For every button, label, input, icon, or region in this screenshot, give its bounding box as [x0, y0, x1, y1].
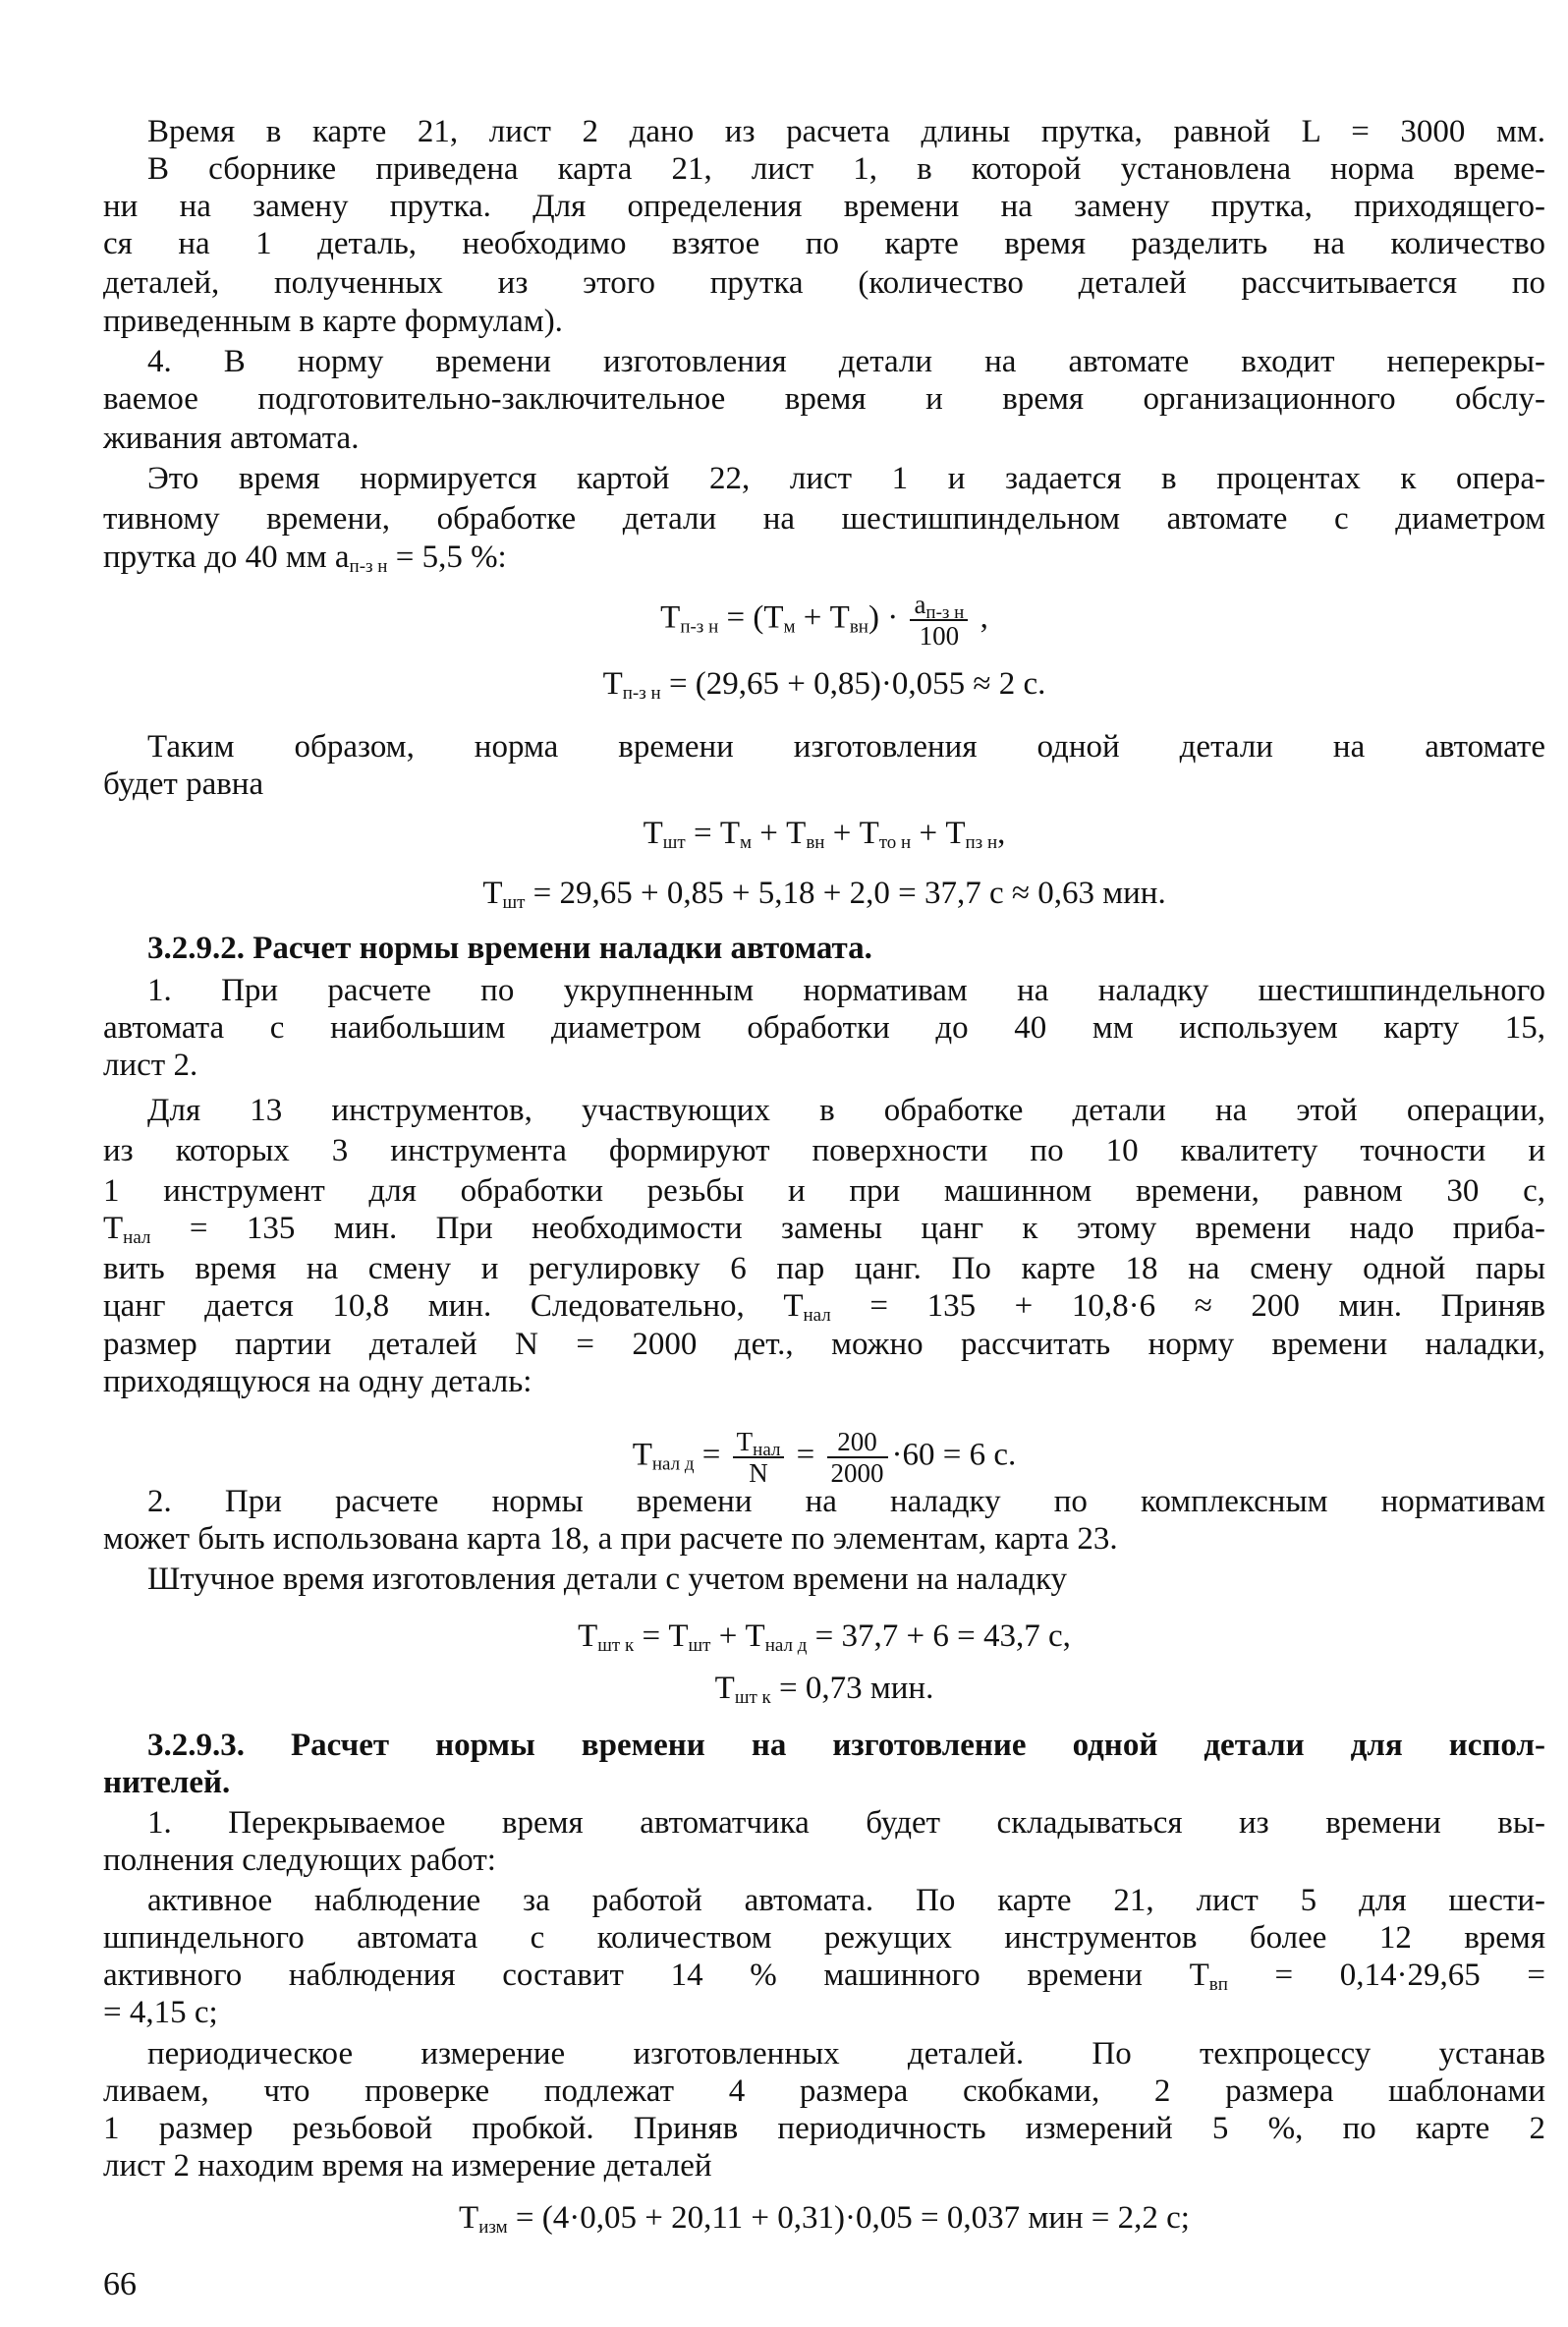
text-run: нителей. — [103, 1764, 231, 1800]
formula — [103, 814, 1545, 853]
paragraph-line — [103, 419, 1545, 458]
paragraph-line — [103, 538, 1545, 577]
paragraph-line — [147, 727, 1545, 766]
paragraph-line — [103, 2146, 1545, 2185]
text-run: = 0,14·29,65 = — [1227, 1957, 1545, 1993]
paragraph-line — [103, 1286, 1545, 1326]
subscript: нал д — [764, 1634, 808, 1656]
text-run: + Т — [752, 816, 807, 852]
text-run: = 37,7 + 6 = 43,7 с, — [807, 1618, 1071, 1654]
text-run: размер партии деталей N = 2000 дет., можно рассчитать норму времени наладки, — [103, 1327, 1545, 1363]
fraction-denominator — [910, 621, 968, 651]
text-run: ваемое подготовительно-заключительное время и время организационного обслу- — [103, 381, 1545, 418]
text-run: активного наблюдения составит 14 % машинного времени Т — [103, 1957, 1209, 1993]
text-run: 100 — [919, 621, 960, 652]
fraction — [733, 1427, 785, 1488]
subscript: вн — [806, 832, 825, 854]
text-run: живания автомата. — [103, 420, 360, 456]
subscript: шт к — [597, 1634, 635, 1656]
subscript: п-з н — [622, 683, 661, 705]
formula — [103, 590, 1545, 651]
formula — [103, 664, 1545, 704]
page-number: 66 — [103, 2266, 137, 2302]
paragraph-line — [103, 1325, 1545, 1364]
text-run: тивному времени, обработке детали на шестишпиндельном автомате с диаметром — [103, 500, 1545, 537]
paragraph-line — [147, 1881, 1545, 1920]
text-run: 200 — [837, 1426, 877, 1456]
text-run: 1. При расчете по укрупненным нормативам на наладку шестишпиндельного — [147, 973, 1545, 1008]
paragraph-line — [103, 224, 1545, 263]
text-run: Т — [459, 2200, 479, 2237]
subscript: вн — [849, 616, 868, 638]
text-run: = Т — [634, 1618, 689, 1654]
subscript: нал д — [651, 1453, 695, 1475]
fraction-numerator — [733, 1427, 785, 1458]
text-run: = 29,65 + 0,85 + 5,18 + 2,0 = 37,7 с ≈ 0,63 мин. — [525, 876, 1166, 912]
fraction — [827, 1427, 888, 1488]
text-run: Т — [578, 1618, 598, 1654]
paragraph-line — [103, 2109, 1545, 2148]
text-run: В сборнике приведена карта 21, лист 1, в которой установлена норма време- — [147, 151, 1545, 187]
text-run: автомата с наибольшим диаметром обработки до 40 мм используем карту 15, — [103, 1010, 1545, 1046]
paragraph-line — [103, 1993, 1545, 2032]
text-run: из которых 3 инструмента формируют поверхности по 10 квалитету точности и — [103, 1132, 1545, 1168]
text-run: Т — [660, 599, 681, 636]
subscript: шт к — [734, 1686, 771, 1708]
text-run: приходящуюся на одну деталь: — [103, 1364, 532, 1400]
text-run: цанг дается 10,8 мин. Следовательно, Т — [103, 1287, 804, 1324]
text-run: = — [788, 1437, 823, 1473]
text-run: полнения следующих работ: — [103, 1842, 496, 1878]
paragraph-line — [147, 149, 1545, 189]
text-run: + Т — [795, 599, 850, 636]
text-run: = (Т — [718, 599, 784, 636]
text-run: = — [694, 1437, 729, 1473]
text-run: = 135 + 10,8·6 ≈ 200 мин. Приняв — [830, 1287, 1546, 1324]
text-run: 1 инструмент для обработки резьбы и при машинном времени, равном 30 с, — [103, 1172, 1545, 1209]
section-heading-line — [147, 929, 1545, 968]
text-run: N — [749, 1457, 768, 1488]
text-run: + Т — [911, 816, 966, 852]
subscript: п-з н — [680, 616, 719, 638]
subscript: м — [740, 832, 753, 854]
text-run: ливаем, что проверке подлежат 4 размера скобками, 2 размера шаблонами — [103, 2073, 1545, 2110]
subscript: изм — [478, 2217, 508, 2239]
text-run: = (4·0,05 + 20,11 + 0,31)·0,05 = 0,037 мин = 2,2 с; — [507, 2200, 1190, 2237]
paragraph-line — [147, 342, 1545, 381]
text-run: Т — [482, 876, 503, 912]
text-run: Это время нормируется картой 22, лист 1 и задается в процентах к опера- — [147, 460, 1545, 496]
paragraph-line — [103, 1249, 1545, 1288]
text-run: = 5,5 %: — [387, 539, 507, 576]
subscript: м — [783, 616, 796, 638]
text-run: а — [914, 590, 926, 620]
paragraph-line — [103, 1131, 1545, 1170]
subscript: нал — [123, 1226, 151, 1248]
text-run: ·60 = 6 с. — [891, 1437, 1017, 1473]
subscript: шт — [502, 892, 526, 914]
section-heading-line — [147, 1726, 1545, 1765]
paragraph-line — [103, 263, 1545, 303]
text-run: приведенным в карте формулам). — [103, 304, 563, 340]
formula — [103, 2198, 1545, 2238]
text-run: 4. В норму времени изготовления детали на автомате входит неперекры- — [147, 344, 1545, 380]
text-run: Т — [736, 1426, 754, 1456]
text-run: 1. Перекрываемое время автоматчика будет складываться из времени вы- — [147, 1804, 1545, 1841]
text-run: + Т — [824, 816, 879, 852]
text-run: активное наблюдение за работой автомата. По карте 21, лист 5 для шести- — [147, 1882, 1545, 1918]
text-run: 2000 — [830, 1457, 884, 1488]
paragraph-line — [103, 187, 1545, 226]
paragraph-line — [147, 971, 1545, 1010]
subscript: шт — [688, 1634, 711, 1656]
text-run: шпиндельного автомата с количеством режущих инструментов более 12 время — [103, 1919, 1545, 1956]
text-run: 3.2.9.3. Расчет нормы времени на изготовление одной детали для испол- — [147, 1727, 1545, 1763]
text-run: прутка до 40 мм а — [103, 539, 350, 576]
fraction — [910, 590, 968, 651]
paragraph-line — [103, 1008, 1545, 1048]
formula — [103, 1427, 1545, 1488]
text-run: Т — [632, 1437, 652, 1473]
text-run: Т — [643, 816, 663, 852]
text-run: может быть использована карта 18, а при расчете по элементам, карта 23. — [103, 1520, 1118, 1557]
formula — [103, 1617, 1545, 1656]
paragraph-line — [103, 379, 1545, 419]
subscript: пз н — [965, 832, 998, 854]
text-run: + Т — [710, 1618, 765, 1654]
text-run: = (29,65 + 0,85)·0,055 ≈ 2 с. — [660, 666, 1046, 703]
paragraph-line — [147, 1482, 1545, 1521]
text-run: периодическое измерение изготовленных деталей. По техпроцессу устанав — [147, 2036, 1545, 2072]
paragraph-line — [103, 1841, 1545, 1880]
text-run: = 0,73 мин. — [770, 1670, 934, 1706]
text-run: = 135 мин. При необходимости замены цанг к этому времени надо приба- — [150, 1210, 1545, 1246]
text-run: Для 13 инструментов, участвующих в обработке детали на этой операции, — [147, 1092, 1545, 1128]
text-run: 2. При расчете нормы времени на наладку по комплексным нормативам — [147, 1483, 1545, 1519]
text-run: = 4,15 с; — [103, 1994, 218, 2030]
paragraph-line — [103, 1519, 1545, 1559]
subscript: нал — [803, 1304, 831, 1326]
text-run: Т — [602, 666, 623, 703]
subscript: то н — [878, 832, 912, 854]
subscript: нал — [753, 1439, 781, 1460]
text-run: Таким образом, норма времени изготовления одной детали на автомате — [147, 729, 1545, 766]
paragraph-line — [147, 2034, 1545, 2073]
paragraph-line — [103, 302, 1545, 341]
paragraph-line — [147, 1091, 1545, 1130]
formula — [103, 874, 1545, 913]
paragraph-line — [103, 1362, 1545, 1401]
paragraph-line — [103, 1046, 1545, 1085]
fraction-numerator — [910, 590, 968, 624]
text-run: Время в карте 21, лист 2 дано из расчета длины прутка, равной L = 3000 мм. — [147, 114, 1545, 149]
text-run: лист 2 находим время на измерение деталей — [103, 2148, 712, 2185]
text-run: Т — [103, 1210, 124, 1246]
paragraph-line — [103, 1956, 1545, 1995]
text-run: 1 размер резьбовой пробкой. Приняв периодичность измерений 5 %, по карте 2 — [103, 2111, 1545, 2147]
subscript: вп — [1208, 1973, 1228, 1995]
text-run: ни на замену прутка. Для определения времени на замену прутка, приходящего- — [103, 189, 1545, 224]
section-heading-line — [103, 1763, 1545, 1802]
text-run: будет равна — [103, 766, 264, 803]
formula — [103, 1669, 1545, 1708]
text-run: Т — [714, 1670, 735, 1706]
text-run: , — [972, 599, 988, 636]
paragraph-line — [103, 1171, 1545, 1211]
paragraph-line — [147, 459, 1545, 498]
text-run: ) · — [868, 599, 907, 636]
subscript: п-з н — [349, 556, 388, 578]
subscript: шт — [662, 832, 686, 854]
paragraph-line — [103, 1209, 1545, 1248]
paragraph-line — [103, 765, 1545, 804]
text-run: вить время на смену и регулировку 6 пар цанг. По карте 18 на смену одной пары — [103, 1250, 1545, 1286]
text-run: Штучное время изготовления детали с учетом времени на наладку — [147, 1561, 1068, 1597]
paragraph-line — [147, 112, 1545, 151]
text-run: 3.2.9.2. Расчет нормы времени наладки автомата. — [147, 931, 872, 967]
paragraph-line — [103, 2072, 1545, 2111]
text-run: = Т — [685, 816, 741, 852]
paragraph-line — [147, 1803, 1545, 1843]
text-run: , — [997, 816, 1006, 852]
subscript: п-з н — [925, 602, 965, 624]
text-run: ся на 1 деталь, необходимо взятое по карте время разделить на количество — [103, 226, 1545, 261]
paragraph-line — [103, 1918, 1545, 1958]
paragraph-line — [103, 499, 1545, 539]
paragraph-line — [147, 1560, 1545, 1599]
text-run: деталей, полученных из этого прутка (количество деталей рассчитывается по — [103, 264, 1545, 301]
text-run: лист 2. — [103, 1048, 198, 1083]
fraction-numerator — [827, 1427, 888, 1458]
